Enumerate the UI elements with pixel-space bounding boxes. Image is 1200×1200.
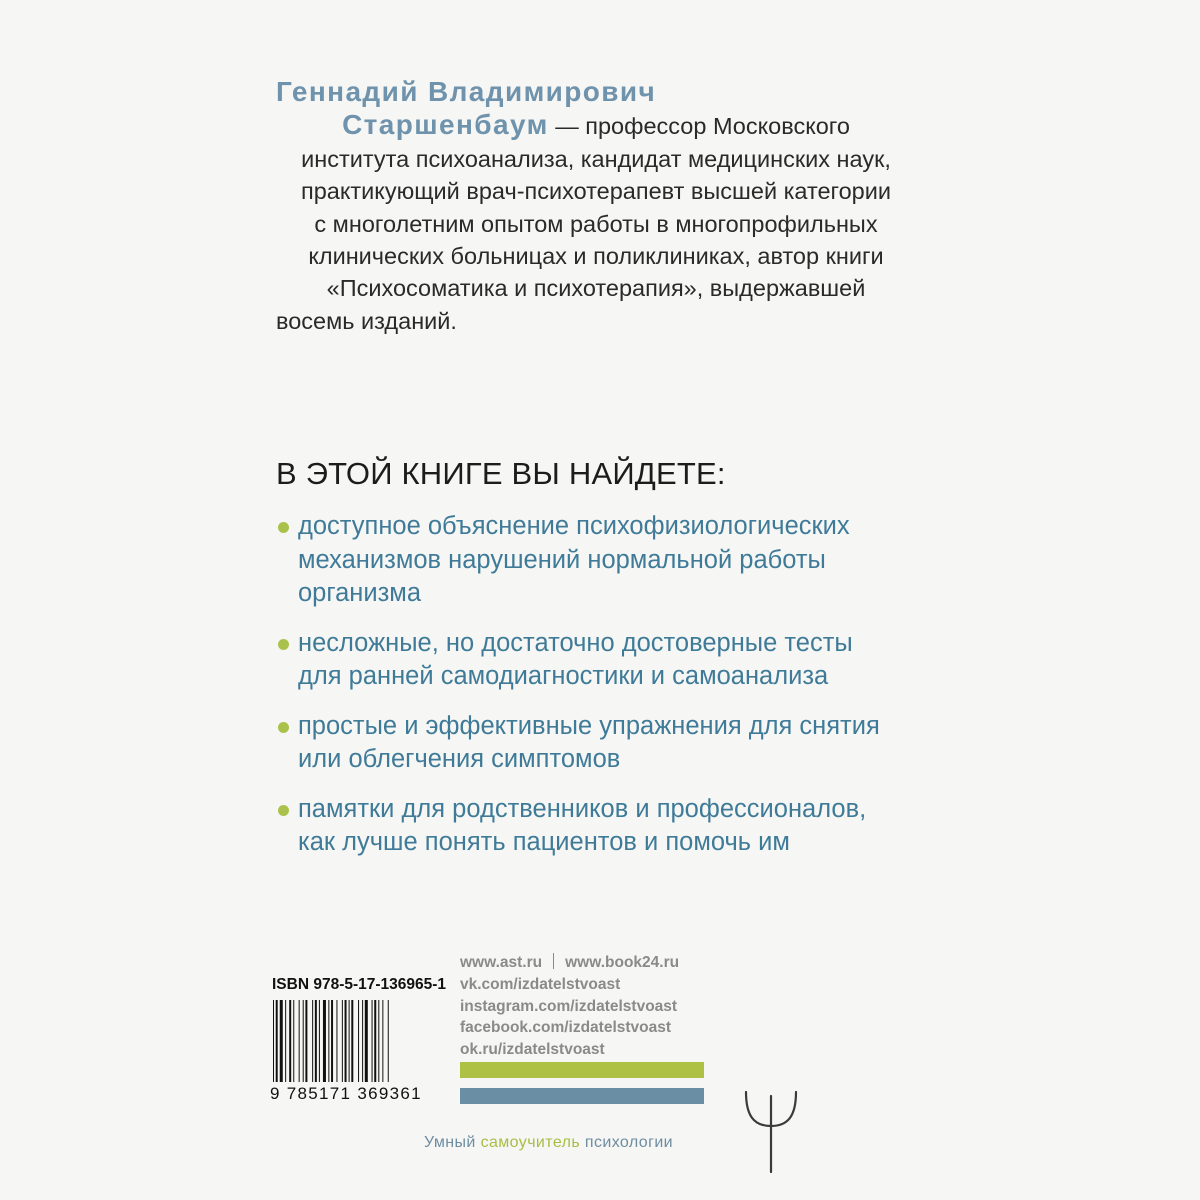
bio-line: «Психосоматика и психотерапия», выдержавшей: [326, 275, 866, 302]
bio-line: института психоанализа, кандидат медицинских наук,: [301, 145, 891, 172]
feature-item: [276, 510, 880, 611]
feature-line: для ранней самодиагностики и самоанализа: [298, 662, 829, 690]
barcode-bar: [280, 1000, 283, 1082]
barcode-bar: [365, 1000, 368, 1082]
link-vk[interactable]: vk.com/izdatelstvoast: [460, 975, 621, 993]
feature-line: простые и эффективные упражнения для снятия: [298, 711, 880, 740]
bullet-icon: [278, 639, 289, 650]
barcode-bar: [312, 1000, 313, 1082]
bio-line: с многолетним опытом работы в многопрофильных: [314, 210, 878, 237]
barcode-bar: [331, 1000, 333, 1082]
link-instagram[interactable]: instagram.com/izdatelstvoast: [460, 997, 678, 1015]
barcode-bar: [323, 1000, 326, 1082]
link-separator: [553, 953, 554, 969]
bio-line: восемь изданий.: [276, 307, 457, 334]
barcode-bar: [378, 1000, 379, 1082]
green-stripe: [460, 1062, 704, 1078]
feature-line: как лучше понять пациентов и помочь им: [298, 828, 790, 856]
barcode-bar: [382, 1000, 383, 1082]
author-bio: [276, 76, 916, 337]
barcode-bar: [299, 1000, 300, 1082]
barcode-bar: [349, 1000, 350, 1082]
bullet-icon: [278, 805, 289, 816]
barcode-bar: [285, 1000, 286, 1082]
author-name-line2: [276, 109, 916, 142]
barcode-bar: [358, 1000, 359, 1082]
link-ok[interactable]: ok.ru/izdatelstvoast: [460, 1041, 605, 1059]
feature-item: [276, 627, 880, 694]
link-ast[interactable]: www.ast.ru: [460, 954, 543, 971]
feature-item: [276, 793, 880, 860]
blue-stripe: [460, 1088, 704, 1104]
feature-line: памятки для родственников и профессионалов,: [298, 794, 867, 823]
publisher-links: [460, 952, 679, 1061]
section-title: В ЭТОЙ КНИГЕ ВЫ НАЙДЕТЕ:: [276, 456, 726, 491]
bullet-icon: [278, 522, 289, 533]
barcode-bar: [362, 1000, 363, 1082]
barcode-bar: [315, 1000, 317, 1082]
barcode-bar: [351, 1000, 353, 1082]
barcode-bar: [345, 1000, 347, 1082]
links-row-sites: [460, 952, 679, 974]
link-book24[interactable]: www.book24.ru: [565, 954, 680, 971]
barcode-bar: [303, 1000, 304, 1082]
author-name-first: Геннадий Владимирович: [276, 76, 657, 107]
series-part2: самоучитель: [480, 1134, 581, 1151]
barcode-bar: [336, 1000, 337, 1082]
barcode-bar: [372, 1000, 373, 1082]
author-dash-text: — профессор Московского: [555, 113, 850, 140]
feature-line: доступное объяснение психофизиологических: [298, 512, 850, 540]
barcode-number: 9 785171 369361: [270, 1084, 422, 1103]
barcode-icon: [272, 1000, 444, 1082]
feature-line: несложные, но достаточно достоверные тесты: [298, 628, 853, 657]
bullet-icon: [278, 722, 289, 733]
barcode-bar: [342, 1000, 343, 1082]
feature-line: организма: [298, 579, 422, 607]
barcode-bar: [328, 1000, 329, 1082]
feature-line: или облегчения симптомов: [298, 745, 621, 773]
feature-item: [276, 710, 880, 777]
barcode-bar: [388, 1000, 389, 1082]
barcode-bar: [305, 1000, 307, 1082]
features-list: [276, 510, 880, 876]
barcode-bar: [273, 1000, 274, 1082]
feature-line: механизмов нарушений нормальной работы: [298, 545, 826, 574]
series-part1: Умный: [424, 1134, 481, 1151]
barcode-bar: [276, 1000, 278, 1082]
series-title: [424, 1134, 673, 1152]
barcode-bar: [319, 1000, 320, 1082]
link-facebook[interactable]: facebook.com/izdatelstvoast: [460, 1019, 672, 1037]
isbn-label: ISBN 978-5-17-136965-1: [272, 976, 447, 993]
bio-line: клинических больницах и поликлиниках, автор книги: [308, 243, 884, 270]
psi-logo-icon: [740, 1086, 802, 1176]
barcode-bar: [289, 1000, 291, 1082]
barcode-bar: [374, 1000, 376, 1082]
series-part3: психологии: [580, 1134, 674, 1151]
author-surname: Старшенбаум: [342, 109, 549, 141]
bio-line: практикующий врач-психотерапевт высшей категории: [301, 178, 891, 205]
barcode-bar: [293, 1000, 294, 1082]
author-name-line1: [276, 76, 916, 109]
